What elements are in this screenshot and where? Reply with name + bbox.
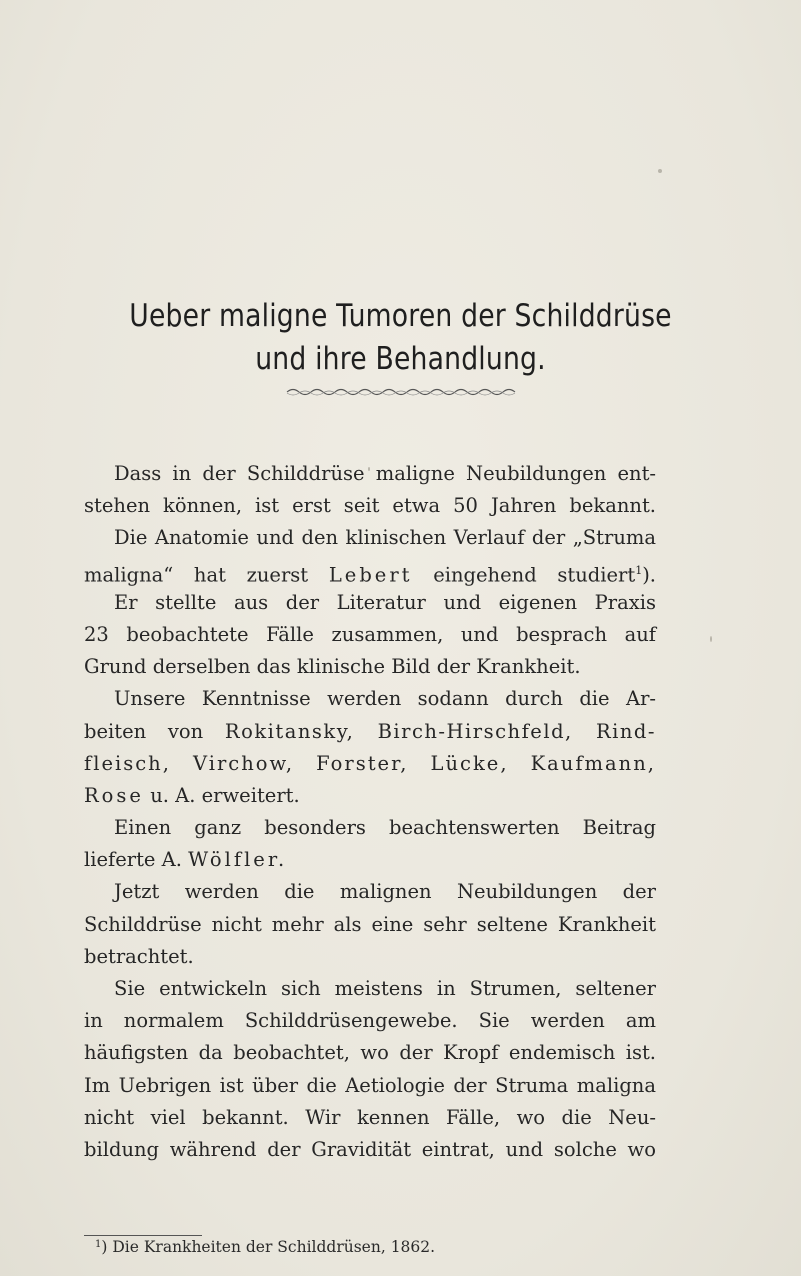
text-line: Im Uebrigen ist über die Aetiologie der Struma maligna (84, 1073, 656, 1097)
text-segment: lieferte A. (84, 848, 182, 872)
author-names: Rokitansky, Birch-Hirschfeld, Rind- (224, 719, 656, 743)
text-segment: maligna“ hat zuerst (84, 563, 309, 587)
body-text (84, 458, 656, 1166)
author-name: Wölfler. (188, 848, 288, 872)
page-title-line-2: und ihre Behandlung. (255, 341, 546, 377)
text-segment: ). (642, 563, 656, 587)
footnote-rule (84, 1235, 202, 1236)
text-line (84, 780, 656, 812)
text-line: 23 beobachtete Fälle zusammen, und besprach auf (84, 622, 656, 646)
text-line: in normalem Schilddrüsengewebe. Sie werden am (84, 1009, 656, 1033)
text-line: Unsere Kenntnisse werden sodann durch die Ar- (114, 687, 656, 711)
text-line (84, 748, 656, 780)
page-title-line-1: Ueber maligne Tumoren der Schilddrüse (129, 298, 672, 334)
text-line: Jetzt werden die malignen Neubildungen der (114, 880, 656, 904)
author-name: Rose (84, 783, 144, 807)
text-line (84, 716, 656, 748)
text-line: Dass in der Schilddrüse maligne Neubildungen ent- (114, 462, 656, 485)
text-line: Einen ganz besonders beachtenswerten Beitrag (114, 816, 656, 840)
ornament-divider (285, 385, 517, 399)
text-segment: eingehend studiert (433, 563, 636, 587)
text-line: Er stellte aus der Literatur und eigenen Praxis (114, 590, 656, 614)
text-line: betrachtet. (84, 944, 194, 968)
paper-speck (710, 636, 712, 642)
text-line: bildung während der Gravidität eintrat, und solche wo (84, 1137, 656, 1161)
text-line (84, 555, 656, 587)
text-line: Die Anatomie und den klinischen Verlauf der „Struma (114, 526, 656, 550)
text-line: nicht viel bekannt. Wir kennen Fälle, wo die Neu- (84, 1105, 656, 1129)
text-line (84, 844, 656, 876)
footnote (95, 1238, 435, 1256)
text-line: Grund derselben das klinische Bild der Krankheit. (84, 655, 581, 679)
footnote-text: ) Die Krankheiten der Schilddrüsen, 1862. (101, 1238, 436, 1256)
text-line: häufigsten da beobachtet, wo der Kropf endemisch ist. (84, 1041, 656, 1065)
author-names: fleisch, Virchow, Forster, Lücke, Kaufmann, (84, 751, 656, 775)
text-line: stehen können, ist erst seit etwa 50 Jahren bekannt. (84, 494, 656, 518)
text-line: Schilddrüse nicht mehr als eine sehr seltene Krankheit (84, 912, 656, 936)
paper-speck (658, 169, 662, 173)
footnote-marker: 1 (95, 1239, 102, 1250)
text-segment: u. A. erweitert. (150, 783, 300, 807)
text-line: Sie entwickeln sich meistens in Strumen, seltener (114, 977, 656, 1000)
text-segment: beiten von (84, 719, 204, 743)
footnote-reference: 1 (635, 563, 643, 577)
author-name: Lebert (328, 563, 413, 587)
